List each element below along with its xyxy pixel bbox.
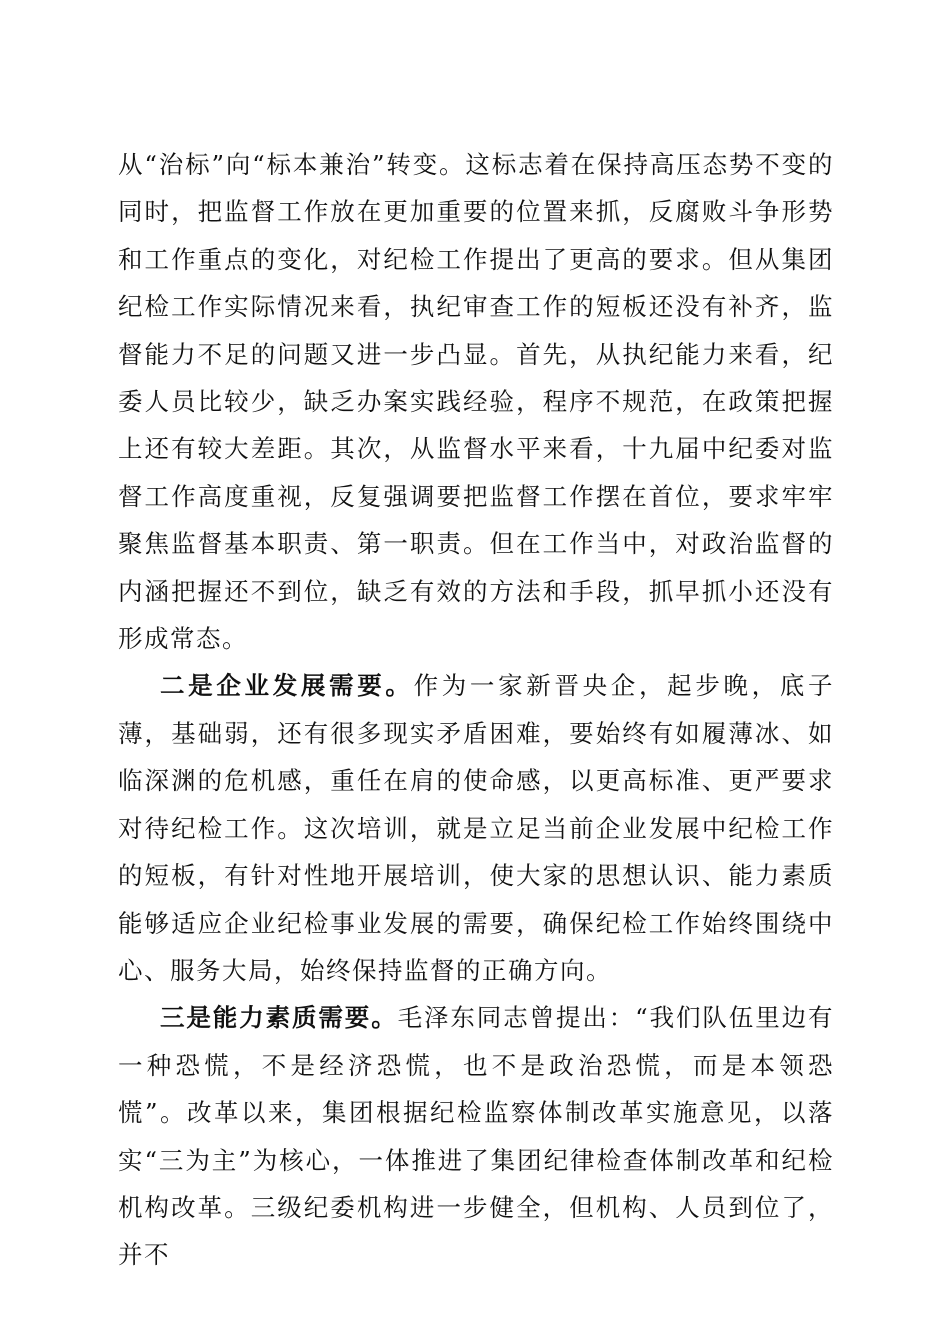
paragraph-1 xyxy=(118,141,834,662)
paragraph-3-text: 毛泽东同志曾提出：“我们队伍里边有一种恐慌，不是经济恐慌，也不是政治恐慌，而是本领恐慌”。改革以来，集团根据纪检监察体制改革实施意见，以落实“三为主”为核心，一体推进了集团纪律检查体制改革和纪检机构改革。三级纪委机构进一步健全，但机构、人员到位了，并不 xyxy=(118,1003,834,1270)
document-page xyxy=(118,141,834,1279)
paragraph-2 xyxy=(118,662,834,994)
paragraph-3 xyxy=(118,994,834,1278)
paragraph-3-lead: 三是能力素质需要。 xyxy=(160,1003,398,1033)
paragraph-2-text: 作为一家新晋央企，起步晚，底子薄，基础弱，还有很多现实矛盾困难，要始终有如履薄冰、如临深渊的危机感，重任在肩的使命感，以更高标准、更严要求对待纪检工作。这次培训，就是立足当前企业发展中纪检工作的短板，有针对性地开展培训，使大家的思想认识、能力素质能够适应企业纪检事业发展的需要，确保纪检工作始终围绕中心、服务大局，始终保持监督的正确方向。 xyxy=(118,671,835,985)
paragraph-1-text: 从“治标”向“标本兼治”转变。这标志着在保持高压态势不变的同时，把监督工作放在更加重要的位置来抓，反腐败斗争形势和工作重点的变化，对纪检工作提出了更高的要求。但从集团纪检工作实际情况来看，执纪审查工作的短板还没有补齐，监督能力不足的问题又进一步凸显。首先，从执纪能力来看，纪委人员比较少，缺乏办案实践经验，程序不规范，在政策把握上还有较大差距。其次，从监督水平来看，十九届中纪委对监督工作高度重视，反复强调要把监督工作摆在首位，要求牢牢聚焦监督基本职责、第一职责。但在工作当中，对政治监督的内涵把握还不到位，缺乏有效的方法和手段，抓早抓小还没有形成常态。 xyxy=(118,150,834,654)
paragraph-2-lead: 二是企业发展需要。 xyxy=(160,671,414,701)
